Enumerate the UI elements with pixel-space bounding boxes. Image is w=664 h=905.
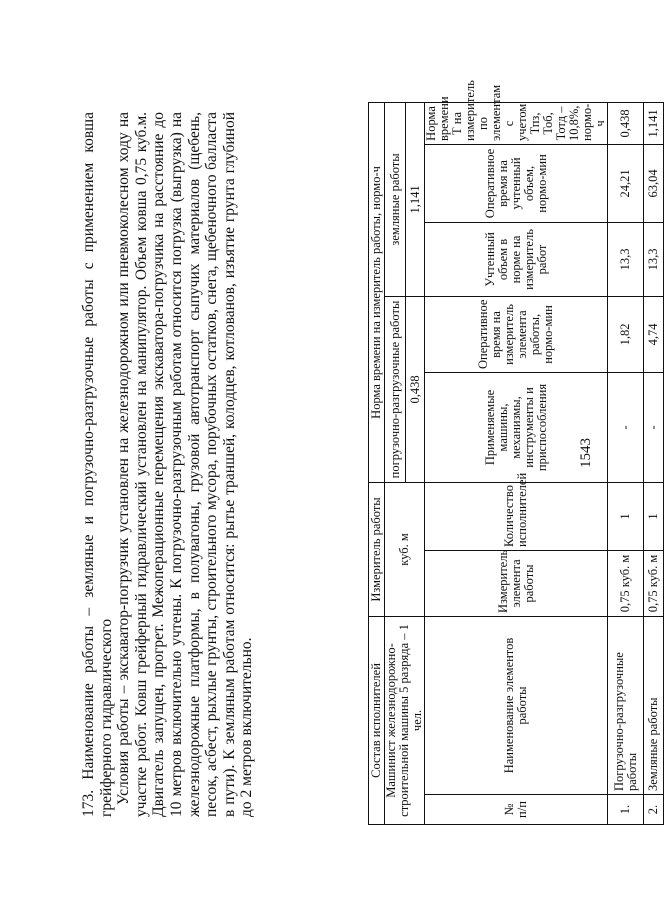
row-optime: 4,74 bbox=[644, 296, 664, 372]
norm-header: Норма времени на измеритель работы, нормо-ч bbox=[369, 102, 385, 482]
row-name: Земляные работы bbox=[644, 616, 664, 794]
row-number: 1. bbox=[608, 795, 644, 825]
col-volume-header: Учтенный объем в норме на измеритель работ bbox=[425, 222, 608, 296]
col-tools-header: Применяемые машины, механизмы, инструменты и приспособления bbox=[425, 372, 608, 482]
row-norm: 0,438 bbox=[608, 102, 644, 144]
norm-loading-value: 0,438 bbox=[406, 296, 425, 482]
work-conditions: Условия работы – экскаватор-погрузчик установлен на железнодорожном или пневмоколесном ходу на участке работ. Ковш грейферный гидравлический установлен на манипулятор. Объем ковша 0,75 куб.м. Двигатель запущен, прогрет. Межоперационные перемещения экскаватора-погрузчика на расстояние до 10 метров включительно учтены. К погрузочно-разгрузочным работам относится погрузка (выгрузка) на железнодорожные платформы, в полувагоны, грузовой автотранспорт сыпучих материалов (щебень, песок, асбест, рыхлые грунты, строительного мусора, порубочных остатков, снега, щебеночного балласта в пути). К земляным работам относится: рытье траншей, колодцев, котлованов, изъятие грунта глубиной до 2 метров включительно. bbox=[115, 112, 256, 817]
row-unit: 0,75 куб. м bbox=[608, 550, 644, 616]
row-unit: 0,75 куб. м bbox=[644, 550, 664, 616]
page-number: 1543 bbox=[578, 438, 594, 468]
row-tools: - bbox=[608, 372, 644, 482]
row-name: Погрузочно-разгрузочные работы bbox=[608, 616, 644, 794]
row-opvol: 24,21 bbox=[608, 144, 644, 222]
col-norm-header: Норма времени Т на измеритель по элементам с учетом Тпз, Тоб, Тотд – 10,8%, нормо-ч bbox=[425, 102, 608, 144]
unit-header: Измеритель работы bbox=[369, 482, 385, 616]
row-number: 2. bbox=[644, 795, 664, 825]
col-optime-header: Оперативное время на измеритель элемента работы, нормо-мин bbox=[425, 296, 608, 372]
row-tools: - bbox=[644, 372, 664, 482]
work-title: 173. Наименование работы – земляные и погрузочно-разгрузочные работы с применением ковша грейферного гидравлического bbox=[80, 112, 115, 817]
norm-loading-label: погрузочно-разгрузочные работы bbox=[385, 296, 406, 482]
col-unit-header: Измеритель элемента работы bbox=[425, 550, 608, 616]
col-name-header: Наименование элементов работы bbox=[425, 616, 608, 794]
table-row bbox=[608, 102, 644, 824]
staff-value: Машинист железнодорожно-строительной машины 5 разряда – 1 чел. bbox=[385, 616, 425, 824]
work-description bbox=[80, 112, 256, 817]
norm-table bbox=[368, 80, 664, 825]
col-opvol-header: Оперативное время на учтенный объем, нормо-мин bbox=[425, 144, 608, 222]
norm-earth-value: 1,141 bbox=[406, 102, 425, 296]
row-optime: 1,82 bbox=[608, 296, 644, 372]
row-volume: 13,3 bbox=[608, 222, 644, 296]
staff-header: Состав исполнителей bbox=[369, 616, 385, 824]
unit-value: куб. м bbox=[385, 482, 425, 616]
row-qty: 1 bbox=[608, 482, 644, 550]
col-qty-header: Количество исполнителей bbox=[425, 482, 608, 550]
row-opvol: 63,04 bbox=[644, 144, 664, 222]
norm-earth-label: земляные работы bbox=[385, 102, 406, 296]
table-row bbox=[644, 102, 664, 824]
row-volume: 13,3 bbox=[644, 222, 664, 296]
row-norm: 1,141 bbox=[644, 102, 664, 144]
col-number-header: № п/п bbox=[425, 795, 608, 825]
row-qty: 1 bbox=[644, 482, 664, 550]
